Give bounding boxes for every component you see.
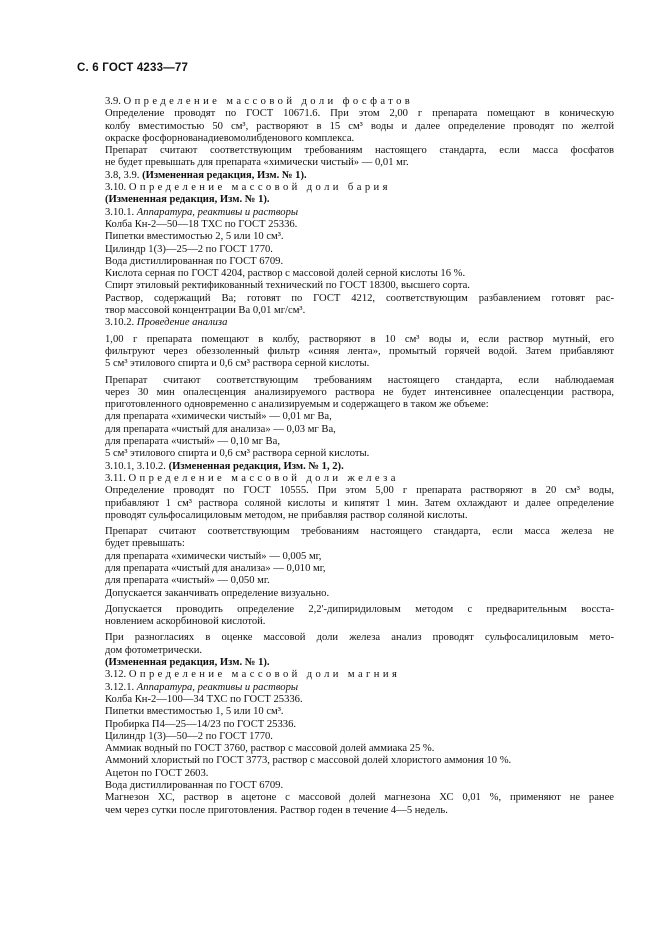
section-3-11-title: Определение массовой доли железа xyxy=(128,472,399,484)
section-3-10-title: Определение массовой доли бария xyxy=(128,182,391,194)
list-item: Вода дистиллированная по ГОСТ 6709. xyxy=(105,780,284,792)
list-item: Ацетон по ГОСТ 2603. xyxy=(105,767,209,779)
list-item: Аммиак водный по ГОСТ 3760, раствор с массовой долей аммиака 25 %. xyxy=(105,743,435,755)
section-3-11-paragraph-1: Определение проводят по ГОСТ 10555. При этом 5,00 г препарата растворяют в 20 см³ воды, прибавляют 1 см³ раствора соляной кислоты и кипятят 1 мин. Затем охлаждают и далее определение проводят сульфосалициловым методом, не прибавляя раствор соляной кислоты. xyxy=(105,485,614,521)
visual-note: Допускается заканчивать определение визуально. xyxy=(105,587,330,599)
dipyridyl-paragraph: Допускается проводить определение 2,2'-дипиридиловым методом с предварительным восста- новлением аскорбиновой кислотой. xyxy=(105,603,614,628)
page-header: С. 6 ГОСТ 4233—77 xyxy=(77,62,189,74)
section-3-10-edition-note-2: 3.10.1, 3.10.2. (Измененная редакция, Изм. № 1, 2). xyxy=(105,460,344,472)
list-item: Пипетки вместимостью 2, 5 или 10 см³. xyxy=(105,231,284,243)
list-item: Пипетки вместимостью 1, 5 или 10 см³. xyxy=(105,706,284,718)
section-3-11-paragraph-2: Препарат считают соответствующим требованиям настоящего стандарта, если масса железа не будет превышать: xyxy=(105,526,614,550)
list-item: Колба Кн-2—100—34 ТХС по ГОСТ 25336. xyxy=(105,693,303,705)
section-3-9-paragraph-1: Определение проводят по ГОСТ 10671.6. При этом 2,00 г препарата помещают в коническую колбу вместимостью 50 см³, растворяют в 15 см³ воды и далее определение проводят по желтой окраске фосфорнованадиевомолибденового комплекса. xyxy=(105,108,614,144)
section-3-10-edition-note: (Измененная редакция, Изм. № 1). xyxy=(105,194,270,206)
section-3-9-paragraph-2: Препарат считают соответствующим требованиям настоящего стандарта, если масса фосфатов не будет превышать для препарата «химически чистый» — 0,01 мг. xyxy=(105,145,614,169)
list-item: Цилиндр 1(3)—25—2 по ГОСТ 1770. xyxy=(105,243,273,255)
list-item: Вода дистиллированная по ГОСТ 6709. xyxy=(105,255,284,267)
limit-tail: 5 см³ этилового спирта и 0,6 см³ раствора серной кислоты. xyxy=(105,448,370,460)
limit-item: для препарата «чистый для анализа» — 0,03 мг Ва, xyxy=(105,423,336,435)
list-item: Кислота серная по ГОСТ 4204, раствор с массовой долей серной кислоты 16 %. xyxy=(105,268,466,280)
section-3-9-title: Определение массовой доли фосфатов xyxy=(123,96,414,107)
limit-item: для препарата «химически чистый» — 0,01 мг Ва, xyxy=(105,411,332,423)
section-3-10-2-heading: 3.10.2. Проведение анализа xyxy=(105,317,228,329)
section-3-12-1-heading: 3.12.1. Аппаратура, реактивы и растворы xyxy=(105,681,299,693)
limit-item: для препарата «чистый» — 0,10 мг Ва, xyxy=(105,436,280,448)
section-3-10-1-heading: 3.10.1. Аппаратура, реактивы и растворы xyxy=(105,206,299,218)
document-body xyxy=(77,96,614,817)
list-item: Пробирка П4—25—14/23 по ГОСТ 25336. xyxy=(105,718,297,730)
section-3-10-heading: 3.10. Определение массовой доли бария xyxy=(105,182,391,194)
limit-item: для препарата «чистый» — 0,050 мг. xyxy=(105,575,270,587)
list-item: Аммоний хлористый по ГОСТ 3773, раствор с массовой долей хлористого аммония 10 %. xyxy=(105,755,512,767)
criteria-paragraph: Препарат считают соответствующим требованиям настоящего стандарта, если наблюдаемая через 30 мин опалесценция анализируемого раствора не будет интенсивнее опалесценции раствора, приготовленного одновременно с анализируемым и содержащего в таком же объеме: xyxy=(105,374,614,411)
limit-item: для препарата «чистый для анализа» — 0,010 мг, xyxy=(105,562,326,574)
section-3-9-heading: 3.9. Определение массовой доли фосфатов xyxy=(105,96,414,107)
section-3-12-title: Определение массовой доли магния xyxy=(128,669,401,681)
list-item: Цилиндр 1(3)—50—2 по ГОСТ 1770. xyxy=(105,730,273,742)
list-item: Спирт этиловый ректификованный технический по ГОСТ 18300, высшего сорта. xyxy=(105,280,470,292)
dispute-paragraph: При разногласиях в оценке массовой доли железа анализ проводят сульфосалициловым мето- дом фотометрически. xyxy=(105,632,614,656)
analysis-paragraph: 1,00 г препарата помещают в колбу, растворяют в 10 см³ воды и, если раствор мутный, его фильтруют через обеззоленный фильтр «синяя лента», промытый горячей водой. Затем прибавляют 5 см³ этилового спирта и 0,6 см³ раствора серной кислоты. xyxy=(105,333,614,370)
section-3-11-edition-note: (Измененная редакция, Изм. № 1). xyxy=(105,657,270,669)
limit-item: для препарата «химически чистый» — 0,005 мг, xyxy=(105,550,322,562)
section-3-11-heading: 3.11. Определение массовой доли железа xyxy=(105,472,399,484)
section-3-12-heading: 3.12. Определение массовой доли магния xyxy=(105,669,401,681)
list-item: Колба Кн-2—50—18 ТХС по ГОСТ 25336. xyxy=(105,218,298,230)
section-3-9-edition-note: 3.8, 3.9. (Измененная редакция, Изм. № 1). xyxy=(105,169,307,181)
magneson-paragraph: Магнезон ХС, раствор в ацетоне с массовой долей магнезона ХС 0,01 %, применяют не ранее чем через сутки после приготовления. Раствор годен в течение 4—5 недель. xyxy=(105,792,614,816)
barium-solution-paragraph: Раствор, содержащий Ва; готовят по ГОСТ 4212, соответствующим разбавлением готовят рас- твор массовой концентрации Ва 0,01 мг/см³. xyxy=(105,292,614,317)
